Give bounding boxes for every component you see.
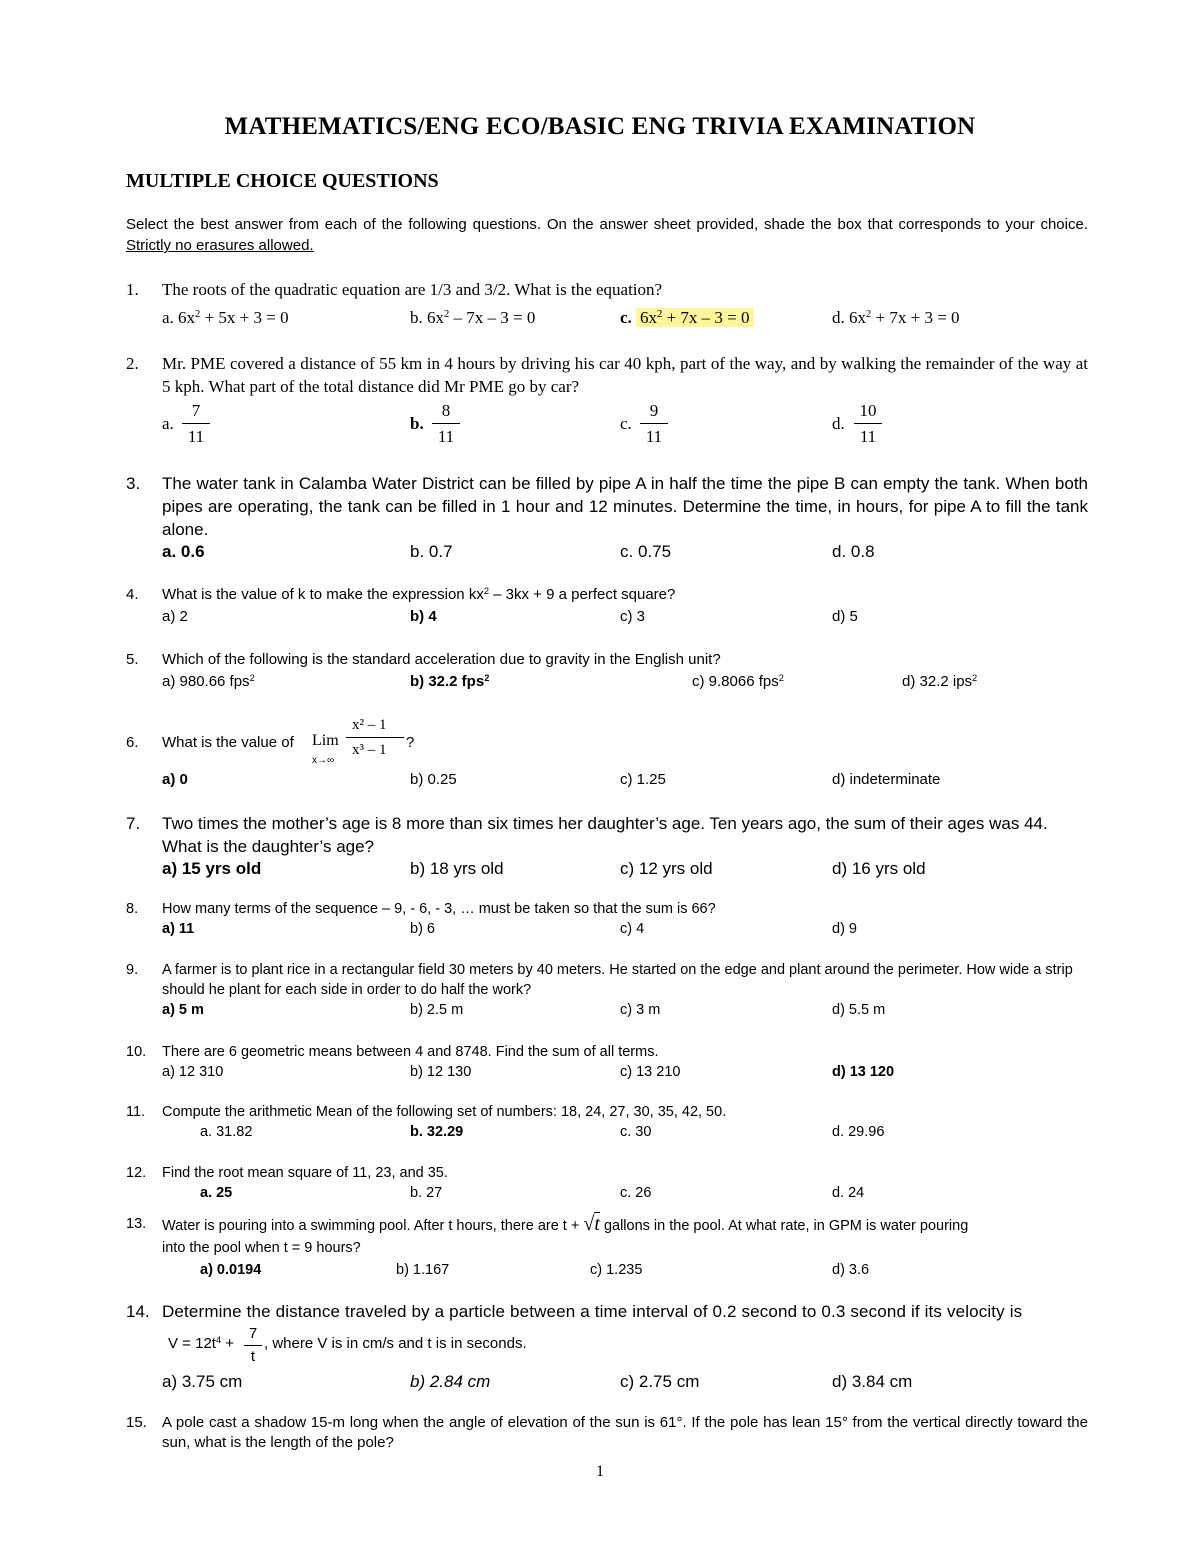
option-d: d) 32.2 ips$^2$: [902, 672, 978, 690]
question-text: How many terms of the sequence – 9, - 6, - 3, … must be taken so that the sum is 66?: [162, 901, 716, 917]
question-text: Mr. PME covered a distance of 55 km in 4 hours by driving his car 40 kph, part of the way, and by walking the remainder of the way at 5 kph. What part of the total distance did Mr PME go by car?: [162, 354, 1088, 396]
option-a: a. $6x^2 + 5x + 3 = 0$: [162, 308, 289, 327]
option-b: b) 0.25: [410, 771, 457, 788]
option-c: c) 1.235: [590, 1262, 643, 1278]
question-text: Determine the distance traveled by a particle between a time interval of 0.2 second to 0.3 second if its velocity is: [162, 1302, 1023, 1321]
option-a: a) 3.75 cm: [162, 1372, 243, 1391]
option-c: c) 4: [620, 921, 645, 937]
section-heading: MULTIPLE CHOICE QUESTIONS: [126, 170, 439, 192]
question-text: Compute the arithmetic Mean of the following set of numbers: 18, 24, 27, 30, 35, 42, 50.: [162, 1104, 727, 1120]
option-d-fraction: $\frac{10}{11}$: [854, 399, 882, 448]
option-b: b) 4: [410, 608, 437, 625]
answer-highlight: $6x^2 + 7x - 3 = 0$: [636, 308, 753, 327]
option-a: a. 31.82: [200, 1124, 253, 1140]
question-text: Two times the mother’s age is 8 more than six times her daughter’s age. Ten years ago, the sum of their ages was 44. What is the daughter’s age?: [162, 814, 1048, 856]
option-c-fraction: $\frac{9}{11}$: [640, 399, 668, 448]
page-title: MATHEMATICS/ENG ECO/BASIC ENG TRIVIA EXAMINATION: [224, 113, 976, 140]
question-number: 15.: [126, 1414, 147, 1431]
option-d: d) 5.5 m: [832, 1002, 886, 1018]
option-b: b) 2.84 cm: [410, 1372, 491, 1391]
limit-numerator: x² – 1: [352, 717, 387, 733]
option-b-label: b.: [410, 414, 424, 433]
option-d: d. 24: [832, 1185, 865, 1201]
question-number: 13.: [126, 1216, 147, 1232]
question-15: [126, 1413, 1088, 1457]
question-11: [126, 1102, 1088, 1144]
question-number: 8.: [126, 901, 139, 917]
question-text: The roots of the quadratic equation are 1/3 and 3/2. What is the equation?: [162, 280, 663, 299]
question-text: Which of the following is the standard acceleration due to gravity in the English unit?: [162, 651, 721, 668]
question-number: 10.: [126, 1044, 147, 1060]
option-b: b. 0.7: [410, 542, 453, 561]
question-number: 12.: [126, 1165, 147, 1181]
question-number: 5.: [126, 651, 139, 668]
question-text: Water is pouring into a swimming pool. After t hours, there are t + √t gallons in the pool. At what rate, in GPM is water pouring: [162, 1213, 969, 1235]
option-c: c) 2.75 cm: [620, 1372, 700, 1391]
option-a: a) 0.0194: [200, 1262, 262, 1278]
question-number: 6.: [126, 734, 139, 751]
option-c: c. $6x^2 + 7x - 3 = 0$: [620, 306, 754, 329]
option-d: d) 3.6: [832, 1262, 870, 1278]
option-c-label: c.: [620, 414, 632, 433]
question-5: [126, 650, 1088, 692]
option-c: c) 1.25: [620, 771, 666, 788]
option-d: d) 9: [832, 921, 857, 937]
question-13: [126, 1214, 1088, 1282]
option-b: b) 6: [410, 921, 435, 937]
limit-operator: Lim: [312, 732, 339, 749]
question-text: What is the value of: [162, 734, 294, 751]
option-c: c) 12 yrs old: [620, 859, 713, 878]
option-d: d. $6x^2 + 7x + 3 = 0$: [832, 308, 960, 327]
question-number: 11.: [126, 1104, 146, 1120]
question-14: [126, 1300, 1088, 1396]
option-d: d. 29.96: [832, 1124, 885, 1140]
option-b: b. 32.29: [410, 1124, 464, 1140]
option-a: a. 25: [200, 1185, 233, 1201]
option-b: b) 1.167: [396, 1262, 450, 1278]
instructions: [126, 214, 1088, 256]
option-d: d) 3.84 cm: [832, 1372, 913, 1391]
question-6: [126, 715, 1088, 795]
option-a: a) 980.66 fps$^2$: [162, 672, 255, 690]
question-10: [126, 1042, 1088, 1084]
page-number: 1: [596, 1463, 604, 1480]
option-b: b) 12 130: [410, 1064, 472, 1080]
option-c: c) 3 m: [620, 1002, 661, 1018]
question-7: [126, 812, 1088, 882]
option-a: a) 11: [162, 921, 195, 937]
question-text: A farmer is to plant rice in a rectangular field 30 meters by 40 meters. He started on the edge and plant around the perimeter. How wide a strip should he plant for each side in order to do half the work?: [162, 962, 1073, 998]
option-c: c. 0.75: [620, 542, 672, 561]
option-b: b) 32.2 fps$^2$: [410, 672, 490, 690]
option-c: c. 30: [620, 1124, 652, 1140]
option-a-label: a.: [162, 414, 174, 433]
option-a: a) 15 yrs old: [162, 859, 262, 878]
question-text: Find the root mean square of 11, 23, and 35.: [162, 1165, 448, 1181]
question-mark: ?: [406, 734, 415, 751]
option-d: d) 13 120: [832, 1064, 895, 1080]
instructions-text: Select the best answer from each of the following questions. On the answer sheet provided, shade the box that corresponds to your choice.: [126, 216, 1088, 233]
option-d: d) 16 yrs old: [832, 859, 926, 878]
question-number: 4.: [126, 586, 139, 603]
option-d-label: d.: [832, 414, 845, 433]
option-c: c) 3: [620, 608, 646, 625]
question-number: 1.: [126, 280, 139, 299]
limit-subscript: x→∞: [312, 755, 335, 766]
option-a: a. 0.6: [162, 542, 205, 561]
option-d: d) indeterminate: [832, 771, 941, 788]
velocity-fraction: $\frac{7}{t}$: [244, 1324, 262, 1367]
option-a-fraction: $\frac{7}{11}$: [182, 399, 210, 448]
formula-suffix: , where V is in cm/s and t is in seconds.: [264, 1335, 527, 1352]
option-a: a) 5 m: [162, 1002, 204, 1018]
option-c: c. 26: [620, 1185, 652, 1201]
option-c: c) 9.8066 fps$^2$: [692, 672, 784, 690]
question-1: [126, 278, 1088, 330]
question-number: 3.: [126, 474, 141, 493]
option-d: d. 0.8: [832, 542, 875, 561]
question-12: [126, 1163, 1088, 1205]
velocity-formula: $V = 12t^4$ +: [168, 1334, 235, 1352]
option-c: c) 13 210: [620, 1064, 681, 1080]
question-3: [126, 472, 1088, 564]
option-a: a) 2: [162, 608, 188, 625]
question-9: [126, 960, 1088, 1022]
option-d: d) 5: [832, 608, 858, 625]
option-b-fraction: $\frac{8}{11}$: [432, 399, 460, 448]
option-b: b) 18 yrs old: [410, 859, 504, 878]
question-text: A pole cast a shadow 15-m long when the angle of elevation of the sun is 61°. If the pole has lean 15° from the vertical directly toward the sun, what is the length of the pole?: [162, 1414, 1088, 1451]
sqrt-sign: √: [583, 1213, 595, 1235]
question-number: 2.: [126, 354, 139, 373]
question-2: [126, 352, 1088, 452]
question-number: 9.: [126, 962, 139, 978]
limit-denominator: x³ – 1: [352, 742, 387, 758]
question-text-line-2: into the pool when t = 9 hours?: [162, 1240, 361, 1256]
fraction-bar: [346, 737, 404, 738]
option-b: b) 2.5 m: [410, 1002, 464, 1018]
question-number: 7.: [126, 814, 141, 833]
instructions-emphasis: Strictly no erasures allowed.: [126, 237, 314, 254]
option-b: b. $6x^2 - 7x - 3 = 0$: [410, 308, 536, 327]
question-8: [126, 899, 1088, 941]
option-b: b. 27: [410, 1185, 443, 1201]
question-number: 14.: [126, 1302, 150, 1321]
option-a: a) 12 310: [162, 1064, 224, 1080]
question-text: The water tank in Calamba Water District can be filled by pipe A in half the time the pipe B can empty the tank. When both pipes are operating, the tank can be filled in 1 hour and 12 minutes. Determine the time, in hours, for pipe A to fill the tank alone.: [162, 474, 1088, 539]
option-a: a) 0: [162, 771, 188, 788]
question-text: What is the value of k to make the expression $kx^2 - 3kx + 9$ a perfect square?: [162, 585, 676, 603]
question-4: [126, 585, 1088, 627]
question-text: There are 6 geometric means between 4 and 8748. Find the sum of all terms.: [162, 1044, 659, 1060]
